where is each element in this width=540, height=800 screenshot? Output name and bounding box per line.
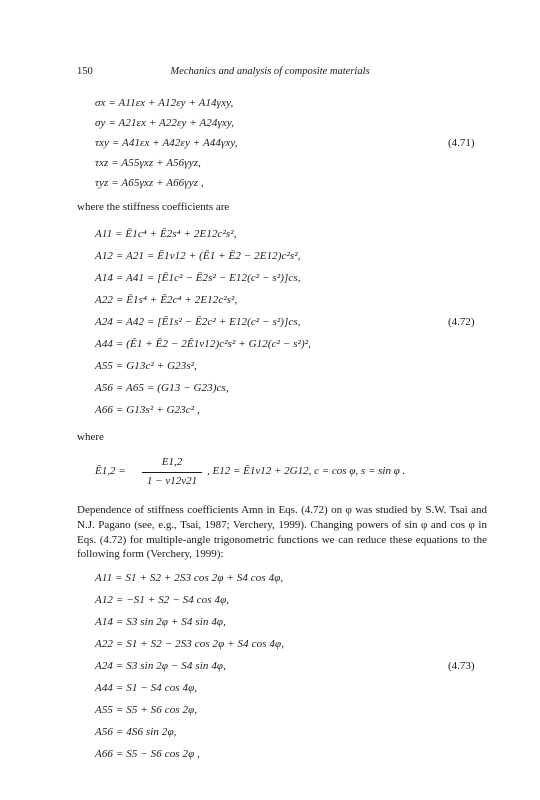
equation-line: A55 = S5 + S6 cos 2φ,: [95, 704, 198, 716]
equation-line: A11 = S1 + S2 + 2S3 cos 2φ + S4 cos 4φ,: [95, 572, 284, 584]
running-title: Mechanics and analysis of composite materials: [170, 66, 370, 77]
equation-line: A22 = Ē1s⁴ + Ē2c⁴ + 2E12c²s²,: [95, 294, 238, 306]
equation-number: (4.71): [448, 137, 475, 149]
equation-line: A14 = S3 sin 2φ + S4 sin 4φ,: [95, 616, 226, 628]
page-number: 150: [77, 66, 93, 77]
fraction-denominator: 1 − ν12ν21: [146, 475, 198, 487]
definition-lhs: Ē1,2 =: [95, 465, 126, 477]
definitions-line: [95, 456, 455, 490]
equation-line: A24 = A42 = [Ē1s² − Ē2c² + E12(c² − s²)]cs,: [95, 316, 301, 328]
equation-line: A22 = S1 + S2 − 2S3 cos 2φ + S4 cos 4φ,: [95, 638, 285, 650]
body-paragraph: Dependence of stiffness coefficients Amn in Eqs. (4.72) on φ was studied by S.W. Tsai and N.J. Pagano (see, e.g., Tsai, 1987; Verchery, 1999). Changing powers of sin φ and cos φ in Eqs. (4.72) for multiple-angle trigonometric functions we can reduce these equations to the following form (Verchery, 1999):: [77, 504, 487, 561]
fraction-bar: [142, 472, 202, 473]
equation-line: σy = A21εx + A22εy + A24γxy,: [95, 117, 235, 129]
equation-number: (4.72): [448, 316, 475, 328]
equation-line: A12 = −S1 + S2 − S4 cos 4φ,: [95, 594, 230, 606]
equation-line: A12 = A21 = Ē1ν12 + (Ē1 + Ē2 − 2E12)c²s²,: [95, 250, 301, 262]
definition-rest: , E12 = Ē1ν12 + 2G12, c = cos φ, s = sin φ .: [207, 465, 406, 477]
equation-number: (4.73): [448, 660, 475, 672]
equation-line: A11 = Ē1c⁴ + Ē2s⁴ + 2E12c²s²,: [95, 228, 237, 240]
equation-line: A66 = S5 − S6 cos 2φ ,: [95, 748, 201, 760]
equation-line: A66 = G13s² + G23c² ,: [95, 404, 200, 416]
page-header: [0, 66, 540, 82]
equation-line: τxy = A41εx + A42εy + A44γxy,: [95, 137, 238, 149]
equation-line: σx = A11εx + A12εy + A14γxy,: [95, 97, 234, 109]
equation-line: A56 = A65 = (G13 − G23)cs,: [95, 382, 229, 394]
equation-line: A44 = S1 − S4 cos 4φ,: [95, 682, 198, 694]
body-text: where the stiffness coefficients are: [77, 201, 230, 213]
equation-line: A24 = S3 sin 2φ − S4 sin 4φ,: [95, 660, 226, 672]
fraction-numerator: E1,2: [161, 456, 183, 468]
equation-line: A56 = 4S6 sin 2φ,: [95, 726, 177, 738]
body-text: where: [77, 431, 104, 443]
equation-line: A55 = G13c² + G23s²,: [95, 360, 197, 372]
equation-line: τyz = A65γxz + A66γyz ,: [95, 177, 204, 189]
equation-line: A14 = A41 = [Ē1c² − Ē2s² − E12(c² − s²)]cs,: [95, 272, 301, 284]
equation-line: τxz = A55γxz + A56γyz,: [95, 157, 201, 169]
equation-line: A44 = (Ē1 + Ē2 − 2Ē1ν12)c²s² + G12(c² − s²)²,: [95, 338, 312, 350]
